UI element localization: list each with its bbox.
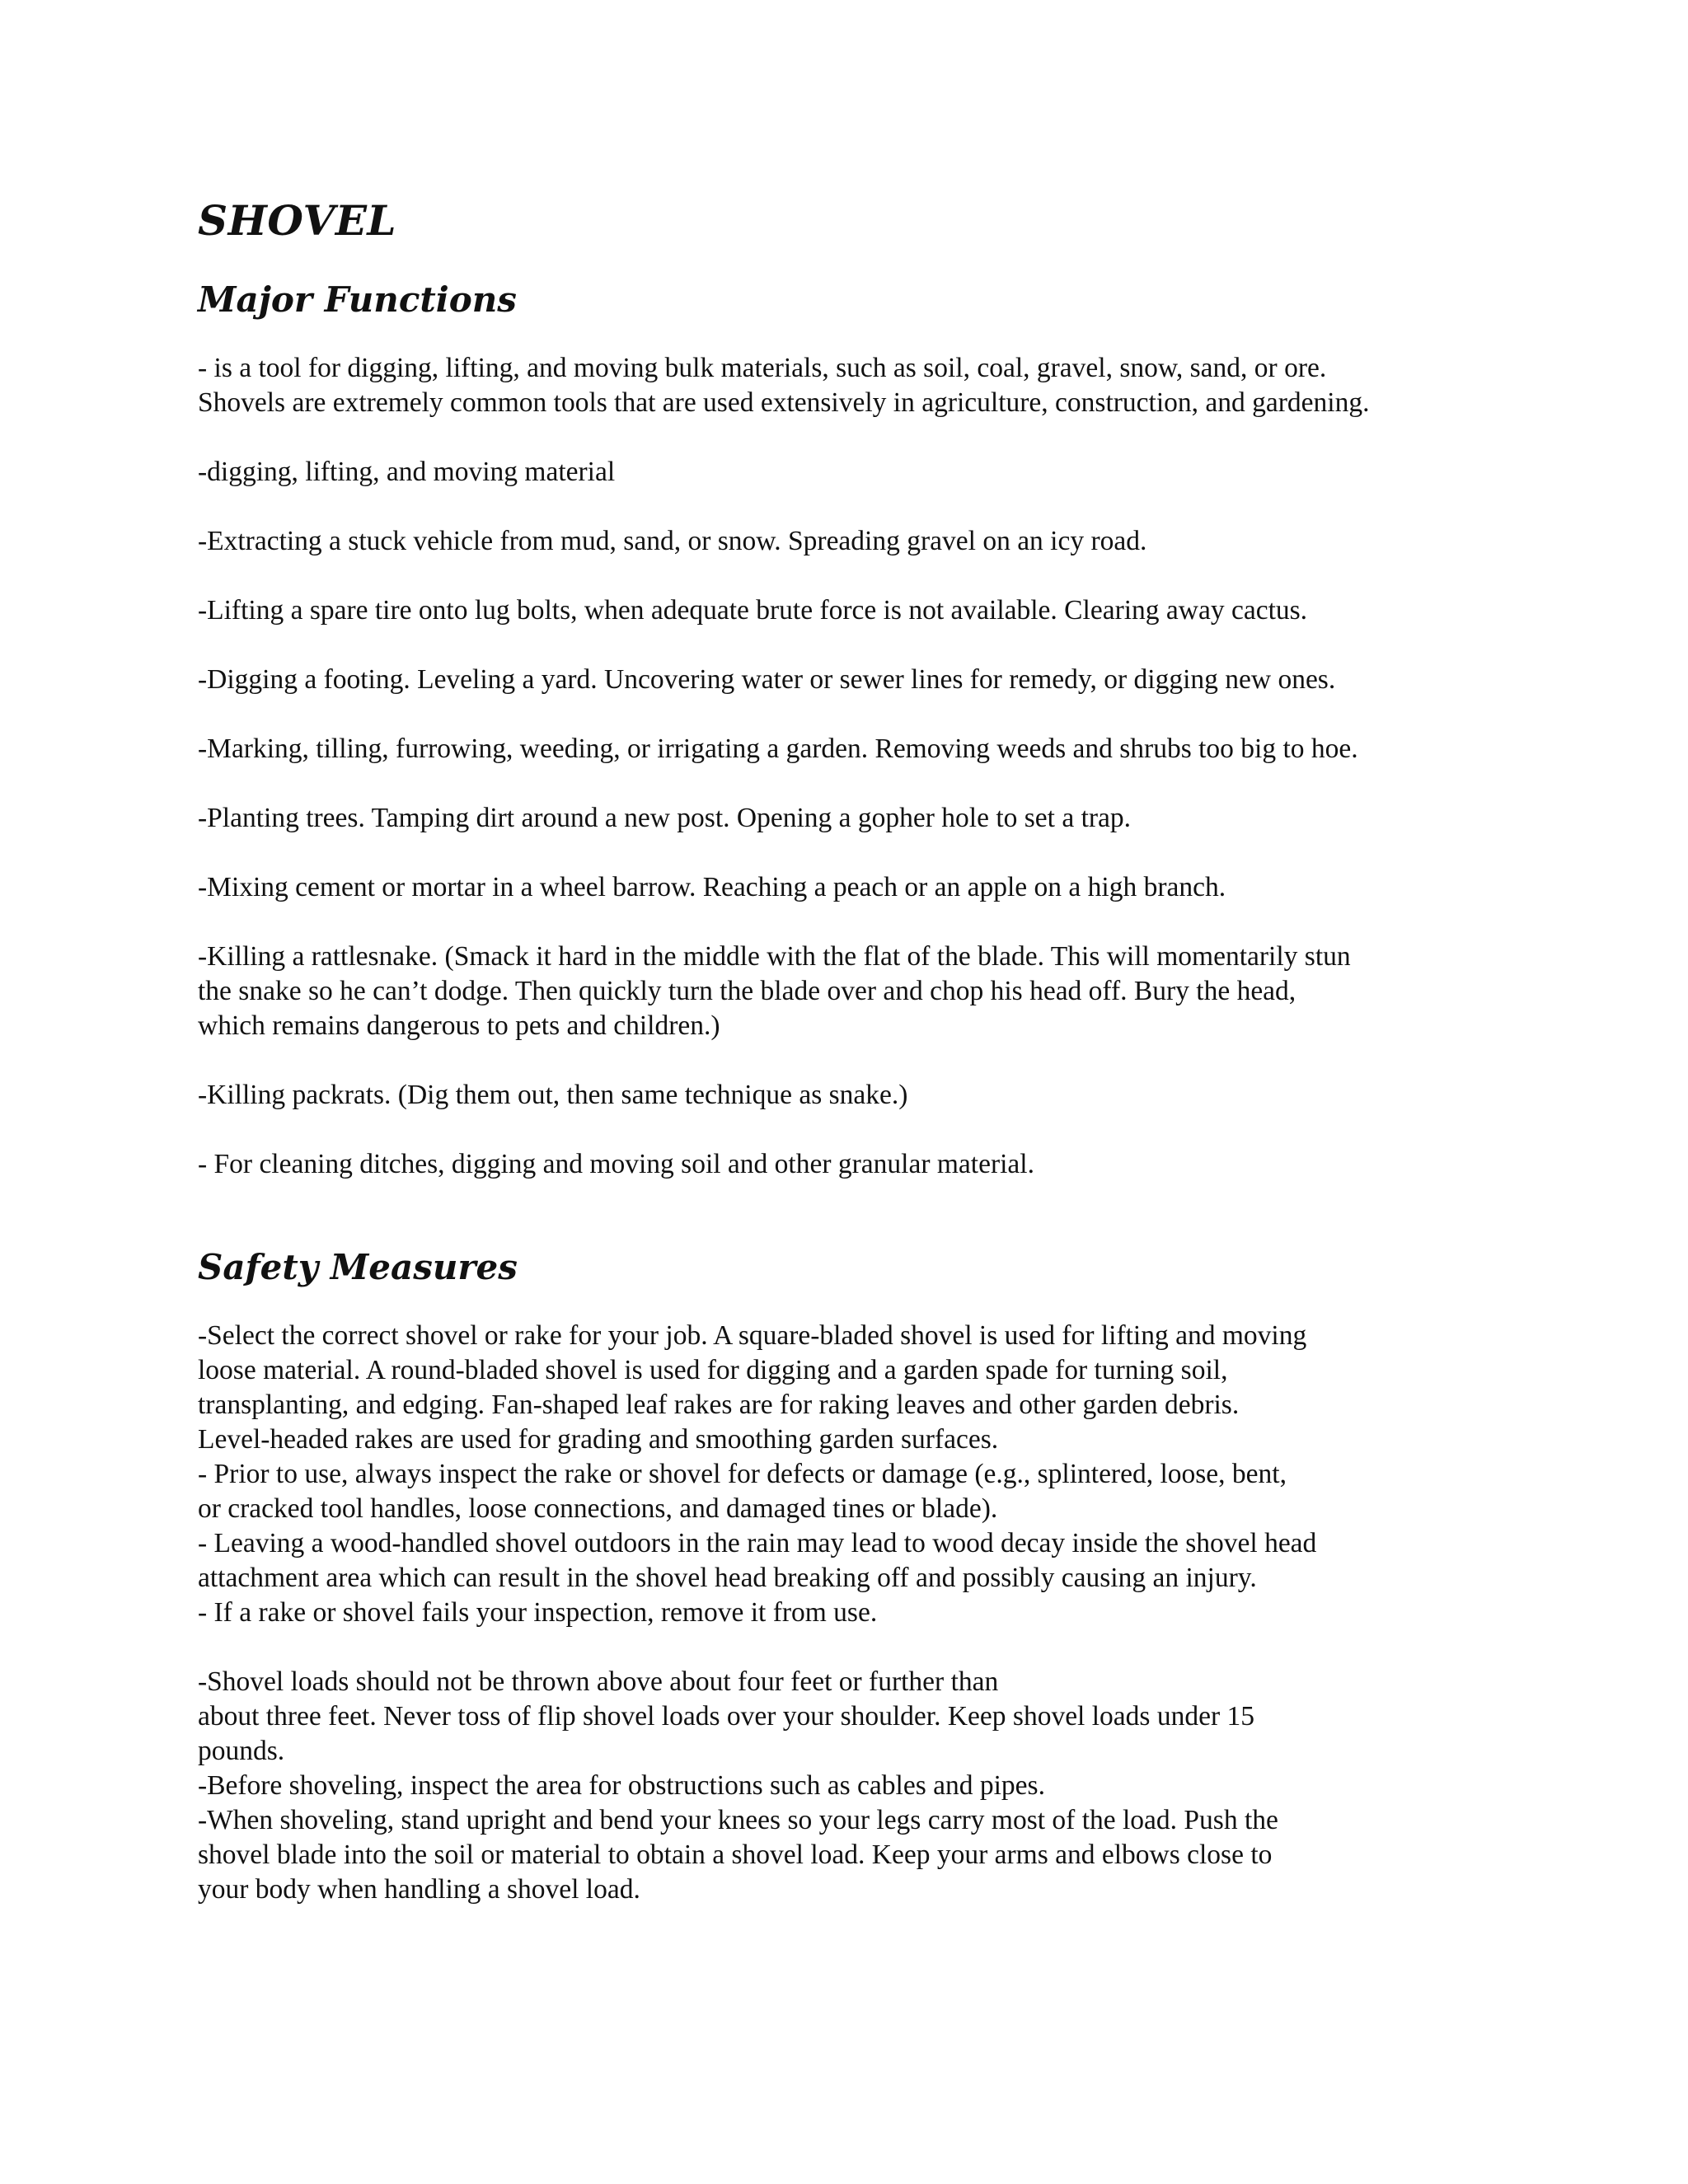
document-body bbox=[198, 196, 1500, 1907]
major-functions-paragraph: -Lifting a spare tire onto lug bolts, when adequate brute force is not available. Clearing away cactus. bbox=[198, 595, 1308, 626]
major-functions-paragraph: -Killing a rattlesnake. (Smack it hard in the middle with the flat of the blade. This will momentarily stun the snake so he can’t dodge. Then quickly turn the blade over and chop his head off. Bury the head, which remains dangerous to pets and children.) bbox=[198, 941, 1351, 1041]
major-functions-paragraph: -Marking, tilling, furrowing, weeding, or irrigating a garden. Removing weeds and shrubs too big to hoe. bbox=[198, 733, 1358, 764]
major-functions-paragraph: - is a tool for digging, lifting, and moving bulk materials, such as soil, coal, gravel, snow, sand, or ore. Shovels are extremely common tools that are used extensively in agriculture, construction, and gardening. bbox=[198, 353, 1370, 418]
document-title: SHOVEL bbox=[198, 196, 397, 245]
major-functions-paragraph: -Planting trees. Tamping dirt around a new post. Opening a gopher hole to set a trap. bbox=[198, 803, 1132, 833]
major-functions-paragraph: -Mixing cement or mortar in a wheel barrow. Reaching a peach or an apple on a high branch. bbox=[198, 872, 1226, 902]
safety-measures-paragraph: -Shovel loads should not be thrown above about four feet or further than about three feet. Never toss of flip shovel loads over your shoulder. Keep shovel loads under 15 pounds. bbox=[198, 1666, 1254, 1766]
safety-measures-paragraph: -When shoveling, stand upright and bend your knees so your legs carry most of the load. Push the shovel blade into the soil or material to obtain a shovel load. Keep your arms and elbows close to your body when handling a shovel load. bbox=[198, 1805, 1278, 1905]
major-functions-section bbox=[198, 279, 1500, 1182]
major-functions-paragraph: -Extracting a stuck vehicle from mud, sand, or snow. Spreading gravel on an icy road. bbox=[198, 526, 1147, 556]
major-functions-paragraph: - For cleaning ditches, digging and moving soil and other granular material. bbox=[198, 1149, 1034, 1179]
major-functions-paragraph: -Digging a footing. Leveling a yard. Uncovering water or sewer lines for remedy, or digging new ones. bbox=[198, 664, 1336, 695]
safety-measures-heading: Safety Measures bbox=[198, 1247, 518, 1287]
safety-measures-paragraph: -Before shoveling, inspect the area for obstructions such as cables and pipes. bbox=[198, 1770, 1045, 1801]
major-functions-heading: Major Functions bbox=[198, 279, 517, 320]
major-functions-paragraph: -Killing packrats. (Dig them out, then same technique as snake.) bbox=[198, 1080, 908, 1110]
safety-measures-paragraph: - Leaving a wood-handled shovel outdoors in the rain may lead to wood decay inside the shovel head attachment area which can result in the shovel head breaking off and possibly causing an injury. bbox=[198, 1528, 1317, 1593]
safety-measures-paragraph: -Select the correct shovel or rake for your job. A square-bladed shovel is used for lifting and moving loose material. A round-bladed shovel is used for digging and a garden spade for turning soil, transplanting, and edging. Fan-shaped leaf rakes are for raking leaves and other garden debris. Level-headed rakes are used for grading and smoothing garden surfaces. bbox=[198, 1320, 1307, 1455]
major-functions-paragraph: -digging, lifting, and moving material bbox=[198, 457, 616, 487]
safety-measures-paragraph: - If a rake or shovel fails your inspection, remove it from use. bbox=[198, 1597, 878, 1628]
safety-measures-section bbox=[198, 1246, 1500, 1907]
safety-measures-paragraph: - Prior to use, always inspect the rake or shovel for defects or damage (e.g., splintered, loose, bent, or cracked tool handles, loose connections, and damaged tines or blade). bbox=[198, 1459, 1287, 1524]
